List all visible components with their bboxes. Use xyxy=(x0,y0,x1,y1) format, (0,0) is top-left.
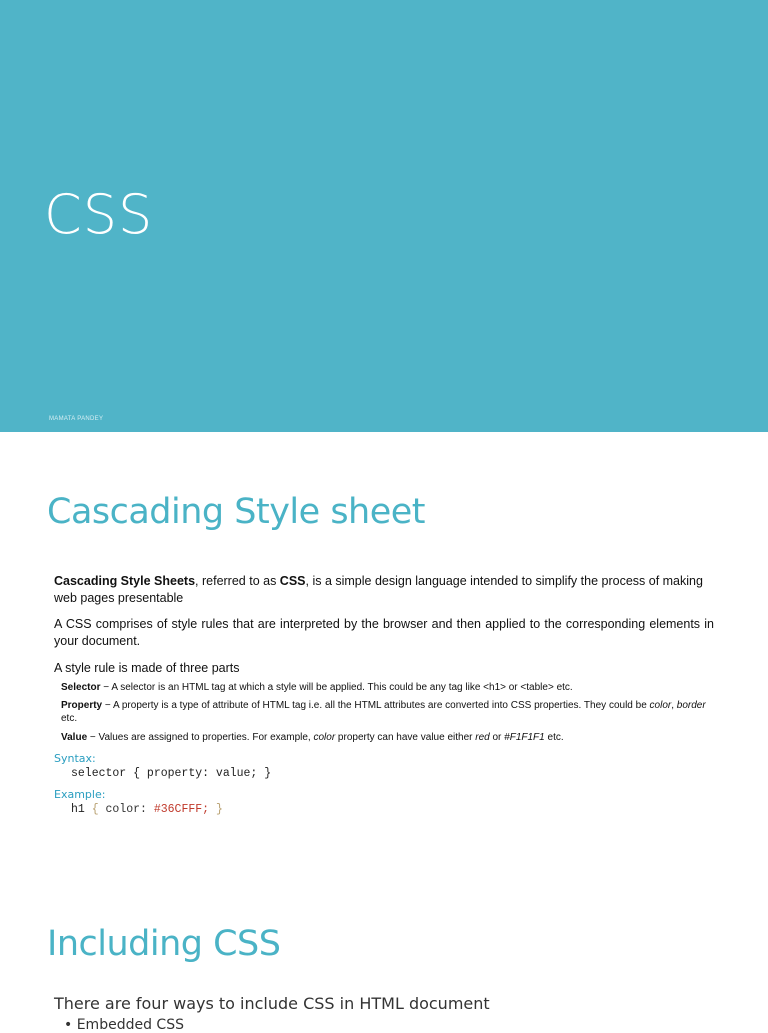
property-italic-color: color xyxy=(649,700,672,711)
selector-label: Selector xyxy=(61,682,101,693)
slide-title: CSS xyxy=(44,183,154,246)
css-intro-slide xyxy=(0,432,768,864)
example-value: #36CFFF; xyxy=(153,803,210,816)
three-parts-paragraph: A style rule is made of three parts xyxy=(54,661,240,675)
example-close-brace: } xyxy=(209,803,223,816)
property-sep: , xyxy=(671,700,677,711)
value-italic-hex: #F1F1F1 xyxy=(504,732,545,743)
value-label: Value xyxy=(61,732,88,743)
selector-item xyxy=(61,681,715,694)
example-open-brace: { xyxy=(91,803,106,816)
author-name: MAMATA PANDEY xyxy=(49,416,104,422)
intro-text: , referred to as xyxy=(195,574,280,588)
ways-paragraph: There are four ways to include CSS in HTML document xyxy=(54,994,490,1013)
syntax-code: selector { property: value; } xyxy=(71,767,272,780)
intro-bold-css: CSS xyxy=(279,574,306,588)
intro-bold-term: Cascading Style Sheets xyxy=(54,574,196,588)
style-rules-paragraph: A CSS comprises of style rules that are interpreted by the browser and then applied to the corresponding elements in your document. xyxy=(54,617,714,648)
example-label: Example: xyxy=(54,788,106,801)
value-text2: property can have value either xyxy=(335,732,476,743)
example-property: color: xyxy=(105,803,154,816)
property-text: − A property is a type of attribute of HTML tag i.e. all the HTML attributes are converted into CSS properties. They could be xyxy=(102,700,650,711)
slide-heading: Including CSS xyxy=(47,924,281,964)
property-end: etc. xyxy=(61,713,78,724)
intro-text-rest: , is a simple design language intended to simplify the process of making web pages presentable xyxy=(54,574,703,605)
value-text3: or xyxy=(489,732,505,743)
example-code xyxy=(71,803,223,816)
value-text4: etc. xyxy=(544,732,564,743)
slide-heading: Cascading Style sheet xyxy=(47,492,426,532)
intro-paragraph xyxy=(54,573,714,607)
property-label: Property xyxy=(61,700,103,711)
title-slide xyxy=(0,0,768,432)
value-italic-red: red xyxy=(475,732,490,743)
list-item: • Embedded CSS xyxy=(64,1017,184,1033)
value-italic-color: color xyxy=(313,732,336,743)
property-item xyxy=(61,699,715,725)
including-css-slide xyxy=(0,864,768,1033)
value-text: − Values are assigned to properties. For example, xyxy=(87,732,314,743)
example-tag: h1 xyxy=(71,803,92,816)
syntax-label: Syntax: xyxy=(54,752,96,765)
selector-text: − A selector is an HTML tag at which a style will be applied. This could be any tag like <h1> or <table> etc. xyxy=(100,682,573,693)
property-italic-border: border xyxy=(676,700,706,711)
value-item xyxy=(61,731,715,744)
